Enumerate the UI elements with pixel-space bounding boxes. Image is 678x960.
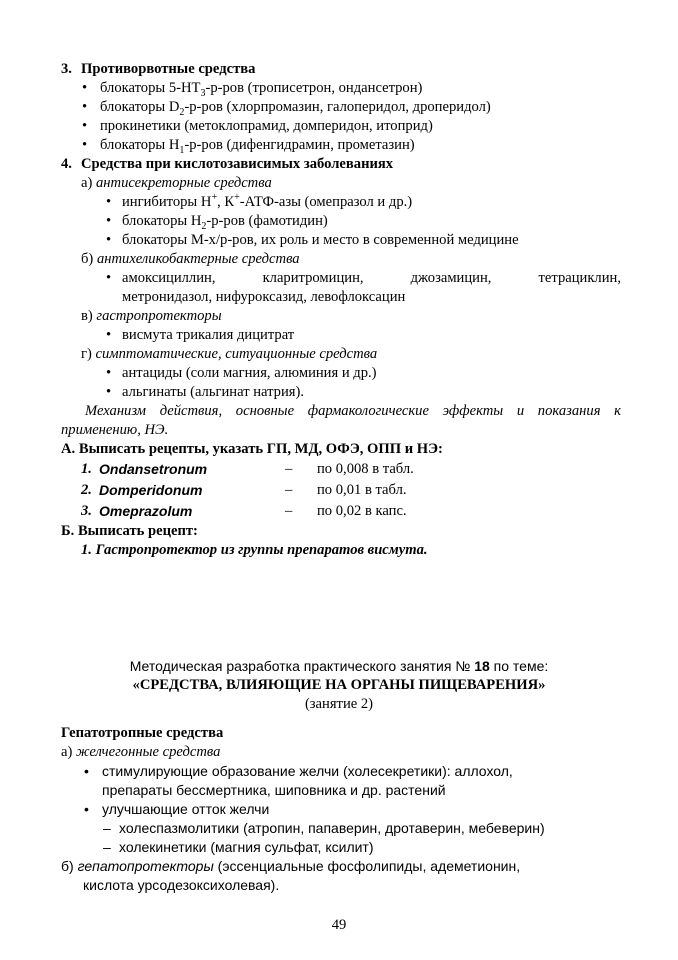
list-item: • ингибиторы Н+, К+-АТФ-азы (омепразол и др.) [105, 193, 621, 212]
list-item: • блокаторы $Н_2-р$-ров (фамотидин) [105, 212, 621, 231]
section-3-list [61, 79, 621, 155]
task-a-title: А. Выписать рецепты, указать ГП, МД, ОФЭ, ОПП и НЭ: [61, 441, 443, 457]
subsection-d-list [61, 364, 621, 402]
hepato-subsection-b-cont: кислота урсодезоксихолевая). [83, 877, 280, 893]
list-item: • блокаторы $D_2-р$-ров (хлорпромазин, галоперидол, дроперидол) [81, 98, 621, 117]
list-item: • висмута трикалия дицитрат [105, 326, 621, 345]
list-item: • улучшающие отток желчи [83, 800, 621, 819]
list-item: – холеспазмолитики (атропин, папаверин, дротаверин, мебеверин) [103, 819, 621, 838]
lesson-session: (занятие 2) [304, 696, 374, 712]
subsection-a: а) антисекреторные средства [81, 175, 272, 191]
hepato-subsection-a: а) желчегонные средства [61, 744, 221, 760]
list-item: • блокаторы М-х/р-ров, их роль и место в современной медицине [105, 231, 621, 250]
section-4-title: 4. Средства при кислотозависимых заболеваниях [61, 156, 394, 172]
lesson-header [0, 657, 678, 714]
section-3-title: 3. Противорвотные средства [61, 61, 256, 77]
lesson-topic-title: «СРЕДСТВА, ВЛИЯЮЩИЕ НА ОРГАНЫ ПИЩЕВАРЕНИЯ» [132, 677, 546, 693]
task-b-item: 1. Гастропротектор из группы препаратов висмута. [81, 542, 428, 558]
list-item: • альгинаты (альгинат натрия). [105, 383, 621, 402]
list-item: • антациды (соли магния, алюминия и др.) [105, 364, 621, 383]
list-item: • блокаторы $Н_1-р$-ров (дифенгидрамин, прометазин) [81, 136, 621, 155]
hepato-dash-list [61, 819, 621, 857]
list-item: • прокинетики (метоклопрамид, домперидон, итоприд) [81, 117, 621, 136]
list-item: – холекинетики (магния сульфат, ксилит) [103, 838, 621, 857]
prescription-row: 3. Omeprazolum – по 0,02 в капс. [81, 503, 407, 519]
lesson-header-line1: Методическая разработка практического занятия № 18 по теме: [129, 658, 549, 674]
hepatotropic-title: Гепатотропные средства [61, 725, 224, 741]
prescription-row: 1. Ondansetronum – по 0,008 в табл. [81, 461, 414, 477]
subsection-b: б) антихеликобактерные средства [81, 251, 300, 267]
hepatotropic-section [61, 724, 621, 895]
list-item: • стимулирующие образование желчи (холесекретики): аллохол, препараты бессмертника, шиповника и др. растений [83, 762, 621, 800]
task-b-title: Б. Выписать рецепт: [61, 523, 198, 539]
hepato-subsection-b: б) гепатопротекторы (эссенциальные фосфолипиды, адеметионин, [61, 858, 521, 874]
list-item: • амоксициллин, кларитромицин, джозамицин, тетрациклин, метронидазол, нифуроксазид, левофлоксацин [105, 269, 621, 307]
list-item: • блокаторы $5-НТ_3-р$-ров (трописетрон, ондансетрон) [81, 79, 621, 98]
subsection-c-list [61, 326, 621, 345]
prescription-list [61, 459, 621, 522]
subsection-c: в) гастропротекторы [81, 308, 222, 324]
page-upper [61, 60, 621, 560]
subsection-b-list [61, 269, 621, 307]
subsection-a-list [61, 193, 621, 250]
page-number: 49 [331, 917, 347, 933]
prescription-row: 2. Domperidonum – по 0,01 в табл. [81, 482, 407, 498]
subsection-d: г) симптоматические, ситуационные средства [81, 346, 378, 362]
mechanism-note: Механизм действия, основные фармакологические эффекты и показания к применению, НЭ. [61, 403, 621, 438]
hepato-a-list [61, 762, 621, 819]
